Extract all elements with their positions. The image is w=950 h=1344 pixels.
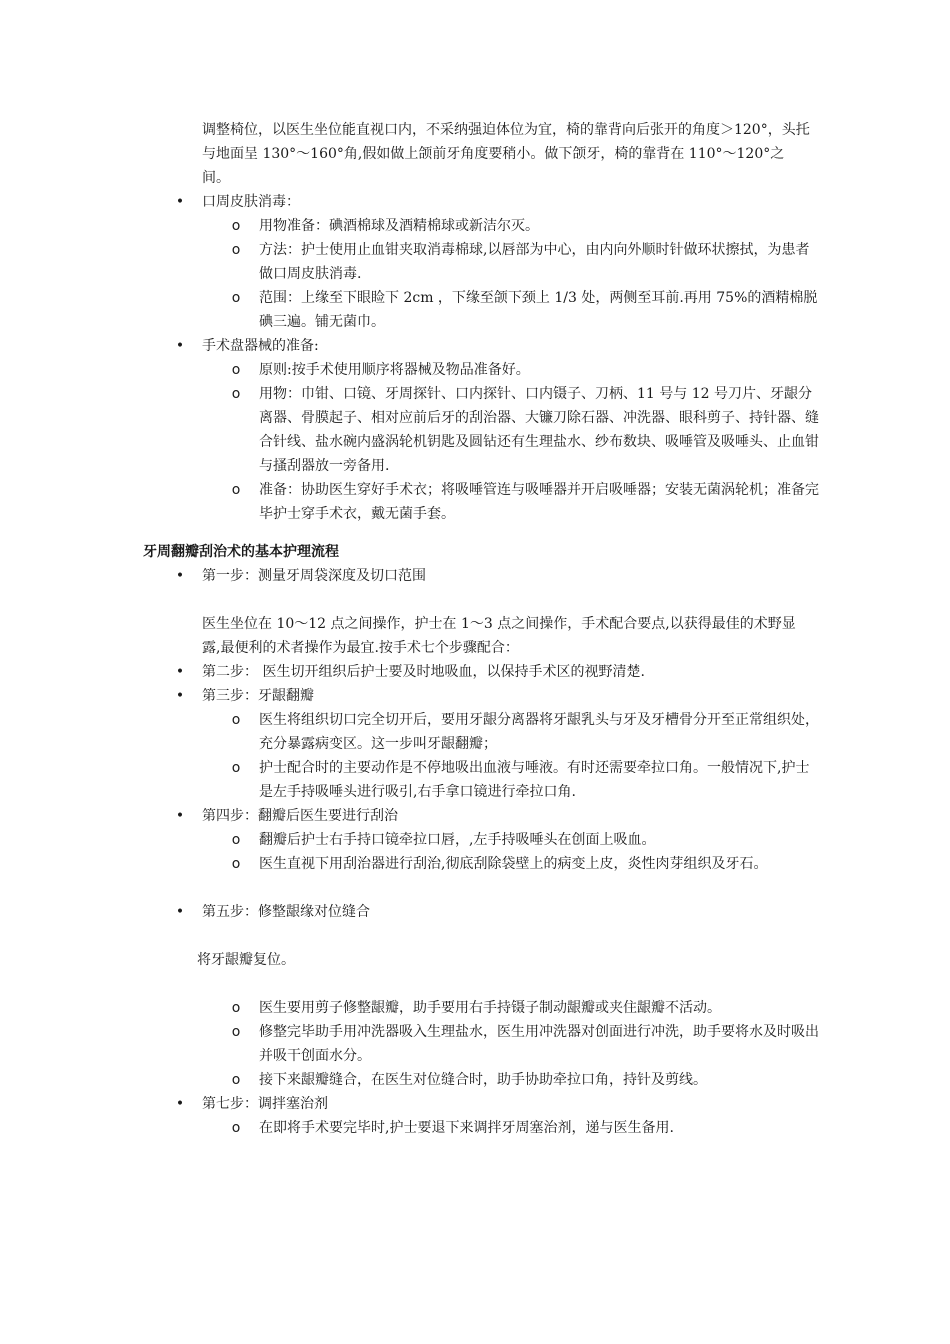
sub-bullet-item [231, 756, 819, 804]
bullet-marker: • [175, 568, 185, 584]
bullet-item [175, 1092, 812, 1116]
list-item-text: 用物准备：碘酒棉球及酒精棉球或新洁尔灭。 [259, 218, 539, 234]
step-five-paragraph: 将牙龈瓣复位。 [197, 952, 295, 968]
sub-bullet-item [231, 996, 819, 1020]
step-five-title: 第五步：修整龈缘对位缝合 [202, 904, 370, 920]
sub-bullet-item [231, 852, 819, 876]
spacer [0, 588, 950, 612]
list-item-text: 医生直视下用刮治器进行刮治,彻底刮除袋壁上的病变上皮，炎性肉芽组织及牙石。 [259, 856, 768, 872]
bullet-marker: • [175, 1096, 185, 1112]
sub-bullet-item [231, 286, 819, 334]
sub-bullet-marker: o [231, 712, 241, 728]
bullet-marker: • [175, 688, 185, 704]
section-heading: 牙周翻瓣刮治术的基本护理流程 [143, 544, 339, 560]
list-item-text: 医生将组织切口完全切开后，要用牙龈分离器将牙龈乳头与牙及牙槽骨分开至正常组织处，充分暴露病变区。这一步叫牙龈翻瓣； [259, 712, 819, 752]
sub-bullet-item [231, 1116, 819, 1140]
list-item-text: 修整完毕助手用冲洗器吸入生理盐水，医生用冲洗器对创面进行冲洗，助手要将水及时吸出并吸干创面水分。 [259, 1024, 819, 1064]
sub-bullet-marker: o [231, 362, 241, 378]
spacer [0, 924, 950, 948]
document-page [0, 118, 950, 1140]
sub-bullet-marker: o [231, 242, 241, 258]
bullet-marker: • [175, 194, 185, 210]
sub-bullet-marker: o [231, 218, 241, 234]
sub-bullet-marker: o [231, 290, 241, 306]
step-one-title: 第一步：测量牙周袋深度及切口范围 [202, 568, 426, 584]
sub-bullet-item [231, 708, 819, 756]
list-item-text: 护士配合时的主要动作是不停地吸出血液与唾液。有时还需要牵拉口角。一般情况下,护士是左手持吸唾头进行吸引,右手拿口镜进行牵拉口角. [259, 760, 810, 800]
list-item-text: 医生要用剪子修整龈瓣，助手要用右手持镊子制动龈瓣或夹住龈瓣不活动。 [259, 1000, 721, 1016]
step-two-title: 第二步： 医生切开组织后护士要及时地吸血，以保持手术区的视野清楚. [202, 664, 645, 680]
section-title-skin-disinfection: 口周皮肤消毒： [202, 194, 300, 210]
sub-bullet-item [231, 358, 819, 382]
bullet-item [175, 900, 812, 924]
list-item-text: 翻瓣后护士右手持口镜牵拉口唇，,左手持吸唾头在创面上吸血。 [259, 832, 656, 848]
step-three-title: 第三步：牙龈翻瓣 [202, 688, 314, 704]
bullet-marker: • [175, 338, 185, 354]
list-item-text: 准备：协助医生穿好手术衣；将吸唾管连与吸唾器并开启吸唾器；安装无菌涡轮机；准备完毕护士穿手术衣，戴无菌手套。 [259, 482, 819, 522]
bullet-item [175, 660, 812, 684]
sub-bullet-marker: o [231, 1024, 241, 1040]
bullet-item [175, 190, 812, 214]
sub-bullet-marker: o [231, 482, 241, 498]
sub-bullet-marker: o [231, 856, 241, 872]
sub-bullet-item [231, 1020, 819, 1068]
bullet-marker: • [175, 664, 185, 680]
sub-bullet-marker: o [231, 832, 241, 848]
sub-bullet-marker: o [231, 1000, 241, 1016]
spacer [0, 876, 950, 900]
step-seven-title: 第七步：调拌塞治剂 [202, 1096, 328, 1112]
bullet-marker: • [175, 904, 185, 920]
list-item-text: 方法：护士使用止血钳夹取消毒棉球,以唇部为中心，由内向外顺时针做环状擦拭，为患者做口周皮肤消毒. [259, 242, 810, 282]
sub-bullet-item [231, 828, 819, 852]
step-four-title: 第四步：翻瓣后医生要进行刮治 [202, 808, 398, 824]
sub-bullet-item [231, 214, 819, 238]
spacer [0, 972, 950, 996]
list-item-text: 范围：上缘至下眼睑下 2cm ，下缘至颌下颈上 1/3 处，两侧至耳前.再用 75%的酒精棉脱碘三遍。铺无菌巾。 [259, 290, 818, 330]
list-item-text: 在即将手术要完毕时,护士要退下来调拌牙周塞治剂，递与医生备用. [259, 1120, 674, 1136]
bullet-item [175, 564, 812, 588]
section-title-instruments: 手术盘器械的准备: [202, 338, 319, 354]
bullet-item [175, 804, 812, 828]
sub-bullet-marker: o [231, 1072, 241, 1088]
list-item-text: 用物：巾钳、口镜、牙周探针、口内探针、口内镊子、刀柄、11 号与 12 号刀片、牙龈分离器、骨膜起子、相对应前后牙的刮治器、大镰刀除石器、冲洗器、眼科剪子、持针器、缝合针线、盐水碗内盛涡轮机钥匙及圆钻还有生理盐水、纱布数块、吸唾管及吸唾头、止血钳与搔刮器放一旁备用. [259, 386, 819, 474]
sub-bullet-item [231, 1068, 819, 1092]
sub-bullet-item [231, 382, 819, 478]
sub-bullet-marker: o [231, 1120, 241, 1136]
bullet-item [175, 334, 812, 358]
sub-bullet-item [231, 478, 819, 526]
intro-paragraph: 调整椅位，以医生坐位能直视口内，不采纳强迫体位为宜，椅的靠背向后张开的角度＞120°，头托与地面呈 130°～160°角,假如做上颌前牙角度要稍小。做下颌牙，椅的靠背在 110°～120°之间。 [202, 122, 810, 186]
list-item-text: 原则:按手术使用顺序将器械及物品准备好。 [259, 362, 530, 378]
list-item-text: 接下来龈瓣缝合，在医生对位缝合时，助手协助牵拉口角，持针及剪线。 [259, 1072, 707, 1088]
sub-bullet-marker: o [231, 386, 241, 402]
sub-bullet-item [231, 238, 819, 286]
bullet-item [175, 684, 812, 708]
step-one-paragraph: 医生坐位在 10～12 点之间操作，护士在 1～3 点之间操作，手术配合要点,以获得最佳的术野显露,最便利的术者操作为最宜.按手术七个步骤配合： [202, 616, 796, 656]
sub-bullet-marker: o [231, 760, 241, 776]
bullet-marker: • [175, 808, 185, 824]
